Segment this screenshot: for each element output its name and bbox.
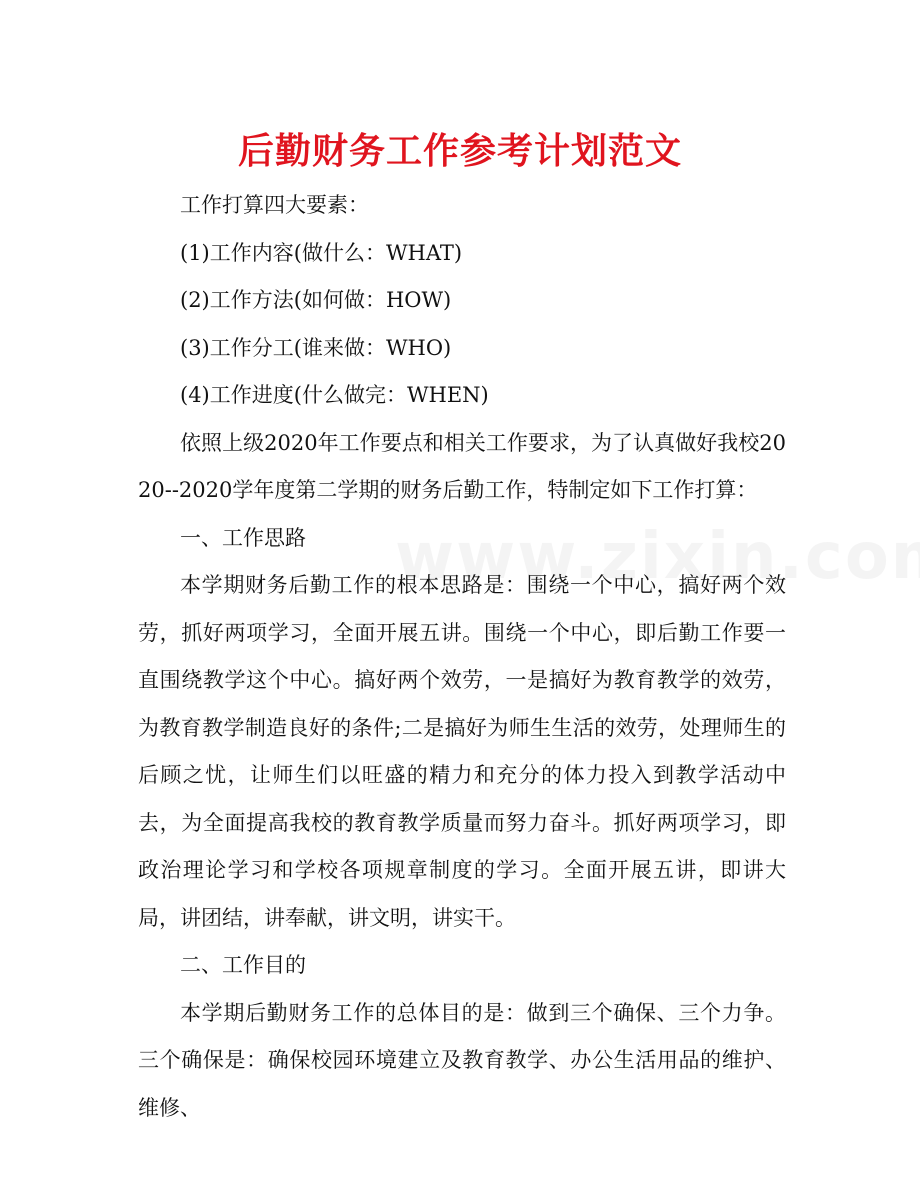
paragraph-work-goals: 本学期后勤财务工作的总体目的是：做到三个确保、三个力争。三个确保是：确保校园环境建立及教育教学、办公生活用品的维护、维修、 (138, 1000, 786, 1120)
document-body (138, 182, 786, 1132)
paragraph-work-ideas: 本学期财务后勤工作的根本思路是：围绕一个中心，搞好两个效劳，抓好两项学习，全面开展五讲。围绕一个中心，即后勤工作要一直围绕教学这个中心。搞好两个效劳，一是搞好为教育教学的效劳，为教育教学制造良好的条件;二是搞好为师生生活的效劳，处理师生的后顾之忧，让师生们以旺盛的精力和充分的体力投入到教学活动中去，为全面提高我校的教育教学质量而努力奋斗。抓好两项学习，即政治理论学习和学校各项规章制度的学习。全面开展五讲，即讲大局，讲团结，讲奉献，讲文明，讲实干。 (138, 573, 786, 930)
section-heading-work-ideas: 一、工作思路 (180, 525, 306, 550)
paragraph-item-who: (3)工作分工(谁来做：WHO) (180, 335, 452, 360)
paragraph-elements-heading: 工作打算四大要素： (180, 193, 369, 217)
paragraph-item-when: (4)工作进度(什么做完：WHEN) (180, 383, 489, 407)
paragraph-intro: 依照上级2020年工作要点和相关工作要求，为了认真做好我校2020--2020学年度第二学期的财务后勤工作，特制定如下工作打算： (138, 430, 786, 502)
document-title: 后勤财务工作参考计划范文 (237, 131, 682, 172)
paragraph-item-how: (2)工作方法(如何做：HOW) (180, 288, 452, 312)
paragraph-item-what: (1)工作内容(做什么：WHAT) (180, 240, 463, 265)
section-heading-work-goals: 二、工作目的 (180, 953, 306, 977)
